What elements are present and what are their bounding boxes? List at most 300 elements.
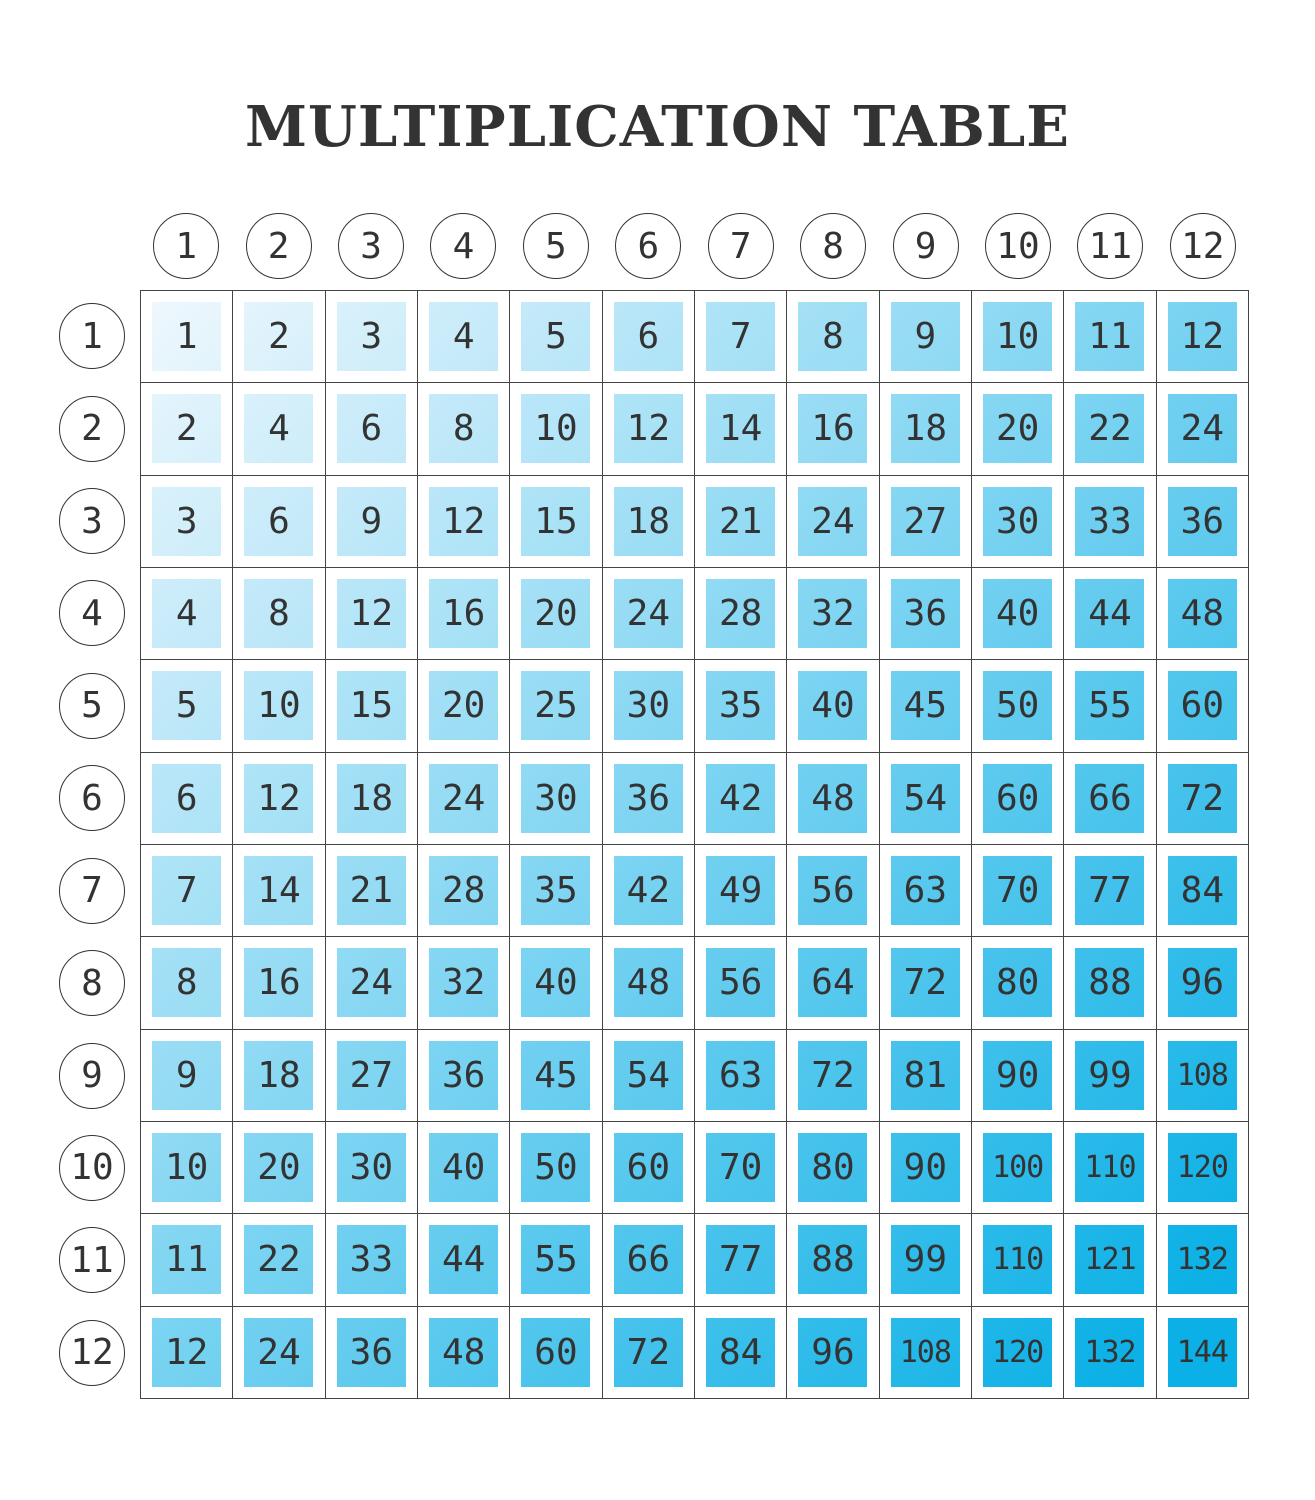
table-cell xyxy=(603,937,695,1029)
table-cell xyxy=(1157,1214,1249,1306)
row-header-1: 1 xyxy=(59,303,125,369)
cell-value: 33 xyxy=(1075,487,1144,556)
multiplication-grid xyxy=(140,290,1249,1399)
cell-value: 56 xyxy=(706,948,775,1017)
table-cell xyxy=(787,1307,879,1399)
cell-value: 15 xyxy=(521,487,590,556)
table-cell xyxy=(326,1030,418,1122)
cell-value: 9 xyxy=(152,1041,221,1110)
cell-value: 50 xyxy=(521,1133,590,1202)
cell-value: 54 xyxy=(614,1041,683,1110)
cell-value: 4 xyxy=(244,394,313,463)
cell-value: 24 xyxy=(798,487,867,556)
cell-value: 27 xyxy=(891,487,960,556)
table-cell xyxy=(233,753,325,845)
cell-value: 6 xyxy=(337,394,406,463)
table-cell xyxy=(141,1307,233,1399)
cell-value: 22 xyxy=(1075,394,1144,463)
column-header-5: 5 xyxy=(523,213,589,279)
table-cell xyxy=(880,1307,972,1399)
cell-value: 30 xyxy=(614,671,683,740)
table-cell xyxy=(141,660,233,752)
cell-value: 66 xyxy=(1075,764,1144,833)
cell-value: 4 xyxy=(429,302,498,371)
table-cell xyxy=(510,291,602,383)
table-cell xyxy=(787,476,879,568)
cell-value: 40 xyxy=(521,948,590,1017)
table-cell xyxy=(1064,1214,1156,1306)
column-header-12: 12 xyxy=(1170,213,1236,279)
cell-value: 60 xyxy=(521,1318,590,1387)
cell-value: 5 xyxy=(521,302,590,371)
cell-value: 4 xyxy=(152,579,221,648)
cell-value: 63 xyxy=(706,1041,775,1110)
cell-value: 3 xyxy=(152,487,221,556)
cell-value: 16 xyxy=(798,394,867,463)
table-cell xyxy=(603,1307,695,1399)
table-cell xyxy=(1064,660,1156,752)
cell-value: 10 xyxy=(244,671,313,740)
table-cell xyxy=(972,937,1064,1029)
table-cell xyxy=(418,845,510,937)
column-header-8: 8 xyxy=(800,213,866,279)
table-cell xyxy=(141,1214,233,1306)
cell-value: 72 xyxy=(614,1318,683,1387)
cell-value: 56 xyxy=(798,856,867,925)
table-cell xyxy=(1064,1122,1156,1214)
table-cell xyxy=(326,753,418,845)
table-cell xyxy=(326,845,418,937)
cell-value: 3 xyxy=(337,302,406,371)
table-cell xyxy=(603,845,695,937)
cell-value: 36 xyxy=(614,764,683,833)
table-cell xyxy=(510,753,602,845)
cell-value: 25 xyxy=(521,671,590,740)
table-cell xyxy=(787,845,879,937)
row-header-4: 4 xyxy=(59,580,125,646)
cell-value: 132 xyxy=(1075,1318,1144,1387)
table-cell xyxy=(695,1214,787,1306)
table-cell xyxy=(603,660,695,752)
table-cell xyxy=(787,1122,879,1214)
row-header-2: 2 xyxy=(59,396,125,462)
cell-value: 2 xyxy=(244,302,313,371)
table-cell xyxy=(972,476,1064,568)
table-cell xyxy=(1157,937,1249,1029)
cell-value: 9 xyxy=(891,302,960,371)
table-cell xyxy=(1157,1307,1249,1399)
cell-value: 16 xyxy=(244,948,313,1017)
row-header-9: 9 xyxy=(59,1043,125,1109)
table-cell xyxy=(233,1307,325,1399)
cell-value: 6 xyxy=(614,302,683,371)
row-header-12: 12 xyxy=(59,1320,125,1386)
table-cell xyxy=(418,1307,510,1399)
table-cell xyxy=(787,937,879,1029)
cell-value: 14 xyxy=(706,394,775,463)
table-cell xyxy=(1064,383,1156,475)
table-cell xyxy=(418,1122,510,1214)
cell-value: 96 xyxy=(1168,948,1237,1017)
cell-value: 12 xyxy=(429,487,498,556)
table-cell xyxy=(1064,845,1156,937)
table-cell xyxy=(880,383,972,475)
table-cell xyxy=(510,1214,602,1306)
table-cell xyxy=(603,1122,695,1214)
table-cell xyxy=(880,568,972,660)
table-cell xyxy=(695,1122,787,1214)
table-cell xyxy=(326,568,418,660)
table-cell xyxy=(603,476,695,568)
cell-value: 11 xyxy=(1075,302,1144,371)
cell-value: 16 xyxy=(429,579,498,648)
table-cell xyxy=(418,1214,510,1306)
cell-value: 99 xyxy=(891,1225,960,1294)
cell-value: 72 xyxy=(798,1041,867,1110)
table-cell xyxy=(1157,845,1249,937)
cell-value: 88 xyxy=(1075,948,1144,1017)
table-cell xyxy=(141,1122,233,1214)
table-cell xyxy=(418,753,510,845)
column-header-9: 9 xyxy=(893,213,959,279)
row-header-8: 8 xyxy=(59,950,125,1016)
cell-value: 36 xyxy=(891,579,960,648)
cell-value: 8 xyxy=(429,394,498,463)
cell-value: 28 xyxy=(706,579,775,648)
table-cell xyxy=(418,383,510,475)
cell-value: 64 xyxy=(798,948,867,1017)
table-cell xyxy=(233,383,325,475)
cell-value: 60 xyxy=(1168,671,1237,740)
column-headers xyxy=(140,210,1249,282)
cell-value: 18 xyxy=(891,394,960,463)
cell-value: 10 xyxy=(983,302,1052,371)
table-cell xyxy=(141,1030,233,1122)
cell-value: 2 xyxy=(152,394,221,463)
cell-value: 10 xyxy=(152,1133,221,1202)
table-cell xyxy=(787,753,879,845)
table-cell xyxy=(1157,753,1249,845)
row-header-3: 3 xyxy=(59,488,125,554)
cell-value: 12 xyxy=(337,579,406,648)
table-cell xyxy=(603,383,695,475)
cell-value: 20 xyxy=(521,579,590,648)
cell-value: 6 xyxy=(244,487,313,556)
table-cell xyxy=(141,291,233,383)
cell-value: 42 xyxy=(706,764,775,833)
table-cell xyxy=(141,568,233,660)
cell-value: 44 xyxy=(1075,579,1144,648)
cell-value: 10 xyxy=(521,394,590,463)
cell-value: 12 xyxy=(1168,302,1237,371)
cell-value: 70 xyxy=(706,1133,775,1202)
cell-value: 12 xyxy=(614,394,683,463)
table-cell xyxy=(510,1122,602,1214)
cell-value: 35 xyxy=(521,856,590,925)
table-cell xyxy=(972,753,1064,845)
table-cell xyxy=(695,1030,787,1122)
table-cell xyxy=(326,1214,418,1306)
cell-value: 8 xyxy=(244,579,313,648)
cell-value: 80 xyxy=(798,1133,867,1202)
cell-value: 108 xyxy=(1168,1041,1237,1110)
table-cell xyxy=(880,1214,972,1306)
table-cell xyxy=(972,1030,1064,1122)
table-cell xyxy=(326,383,418,475)
table-cell xyxy=(603,1214,695,1306)
table-cell xyxy=(972,568,1064,660)
table-cell xyxy=(972,845,1064,937)
table-cell xyxy=(695,845,787,937)
cell-value: 77 xyxy=(1075,856,1144,925)
table-cell xyxy=(326,1122,418,1214)
table-cell xyxy=(972,660,1064,752)
table-cell xyxy=(787,568,879,660)
table-cell xyxy=(141,753,233,845)
table-cell xyxy=(510,1030,602,1122)
table-cell xyxy=(233,1122,325,1214)
cell-value: 120 xyxy=(1168,1133,1237,1202)
cell-value: 20 xyxy=(244,1133,313,1202)
table-cell xyxy=(1064,568,1156,660)
table-cell xyxy=(880,845,972,937)
cell-value: 99 xyxy=(1075,1041,1144,1110)
cell-value: 60 xyxy=(983,764,1052,833)
cell-value: 80 xyxy=(983,948,1052,1017)
cell-value: 50 xyxy=(983,671,1052,740)
cell-value: 20 xyxy=(983,394,1052,463)
table-cell xyxy=(141,476,233,568)
table-cell xyxy=(233,1030,325,1122)
table-cell xyxy=(418,937,510,1029)
table-cell xyxy=(880,753,972,845)
cell-value: 12 xyxy=(244,764,313,833)
table-cell xyxy=(418,476,510,568)
row-header-6: 6 xyxy=(59,765,125,831)
cell-value: 28 xyxy=(429,856,498,925)
table-cell xyxy=(326,291,418,383)
table-cell xyxy=(695,383,787,475)
table-cell xyxy=(1064,476,1156,568)
table-cell xyxy=(695,660,787,752)
cell-value: 48 xyxy=(614,948,683,1017)
table-cell xyxy=(695,476,787,568)
table-cell xyxy=(233,291,325,383)
cell-value: 22 xyxy=(244,1225,313,1294)
table-cell xyxy=(510,383,602,475)
cell-value: 121 xyxy=(1075,1225,1144,1294)
cell-value: 36 xyxy=(337,1318,406,1387)
column-header-6: 6 xyxy=(615,213,681,279)
cell-value: 21 xyxy=(706,487,775,556)
table-cell xyxy=(603,291,695,383)
cell-value: 63 xyxy=(891,856,960,925)
cell-value: 32 xyxy=(429,948,498,1017)
cell-value: 120 xyxy=(983,1318,1052,1387)
table-cell xyxy=(326,1307,418,1399)
table-cell xyxy=(787,291,879,383)
table-cell xyxy=(510,660,602,752)
table-cell xyxy=(972,291,1064,383)
cell-value: 24 xyxy=(244,1318,313,1387)
table-cell xyxy=(1064,1030,1156,1122)
column-header-1: 1 xyxy=(153,213,219,279)
table-cell xyxy=(603,568,695,660)
table-cell xyxy=(1157,291,1249,383)
cell-value: 30 xyxy=(337,1133,406,1202)
row-header-5: 5 xyxy=(59,673,125,739)
cell-value: 66 xyxy=(614,1225,683,1294)
table-cell xyxy=(418,660,510,752)
cell-value: 35 xyxy=(706,671,775,740)
cell-value: 40 xyxy=(798,671,867,740)
cell-value: 15 xyxy=(337,671,406,740)
column-header-4: 4 xyxy=(430,213,496,279)
cell-value: 24 xyxy=(337,948,406,1017)
table-cell xyxy=(233,845,325,937)
cell-value: 8 xyxy=(798,302,867,371)
cell-value: 55 xyxy=(1075,671,1144,740)
cell-value: 24 xyxy=(429,764,498,833)
table-cell xyxy=(1157,383,1249,475)
cell-value: 33 xyxy=(337,1225,406,1294)
table-cell xyxy=(787,660,879,752)
cell-value: 84 xyxy=(706,1318,775,1387)
table-cell xyxy=(787,1214,879,1306)
cell-value: 11 xyxy=(152,1225,221,1294)
cell-value: 60 xyxy=(614,1133,683,1202)
cell-value: 72 xyxy=(1168,764,1237,833)
cell-value: 8 xyxy=(152,948,221,1017)
table-cell xyxy=(1157,1122,1249,1214)
table-cell xyxy=(880,660,972,752)
table-cell xyxy=(972,1214,1064,1306)
cell-value: 44 xyxy=(429,1225,498,1294)
row-header-7: 7 xyxy=(59,858,125,924)
table-cell xyxy=(603,753,695,845)
table-cell xyxy=(1157,476,1249,568)
cell-value: 55 xyxy=(521,1225,590,1294)
cell-value: 45 xyxy=(891,671,960,740)
table-cell xyxy=(510,1307,602,1399)
cell-value: 108 xyxy=(891,1318,960,1387)
cell-value: 9 xyxy=(337,487,406,556)
cell-value: 48 xyxy=(798,764,867,833)
cell-value: 72 xyxy=(891,948,960,1017)
table-cell xyxy=(880,937,972,1029)
cell-value: 24 xyxy=(1168,394,1237,463)
table-cell xyxy=(510,845,602,937)
cell-value: 5 xyxy=(152,671,221,740)
cell-value: 132 xyxy=(1168,1225,1237,1294)
cell-value: 77 xyxy=(706,1225,775,1294)
cell-value: 24 xyxy=(614,579,683,648)
cell-value: 48 xyxy=(429,1318,498,1387)
table-cell xyxy=(510,476,602,568)
table-cell xyxy=(880,1122,972,1214)
table-cell xyxy=(418,1030,510,1122)
table-cell xyxy=(510,937,602,1029)
table-cell xyxy=(141,383,233,475)
table-cell xyxy=(418,568,510,660)
column-header-3: 3 xyxy=(338,213,404,279)
table-cell xyxy=(233,1214,325,1306)
cell-value: 100 xyxy=(983,1133,1052,1202)
table-cell xyxy=(695,1307,787,1399)
table-cell xyxy=(326,937,418,1029)
cell-value: 30 xyxy=(983,487,1052,556)
table-cell xyxy=(880,1030,972,1122)
table-cell xyxy=(233,476,325,568)
cell-value: 40 xyxy=(429,1133,498,1202)
table-cell xyxy=(1157,660,1249,752)
cell-value: 21 xyxy=(337,856,406,925)
column-header-11: 11 xyxy=(1077,213,1143,279)
table-cell xyxy=(141,937,233,1029)
cell-value: 81 xyxy=(891,1041,960,1110)
table-cell xyxy=(1064,291,1156,383)
table-cell xyxy=(233,660,325,752)
page-title: MULTIPLICATION TABLE xyxy=(245,94,1070,160)
cell-value: 36 xyxy=(1168,487,1237,556)
table-cell xyxy=(1064,937,1156,1029)
cell-value: 7 xyxy=(152,856,221,925)
cell-value: 14 xyxy=(244,856,313,925)
cell-value: 90 xyxy=(983,1041,1052,1110)
cell-value: 30 xyxy=(521,764,590,833)
cell-value: 42 xyxy=(614,856,683,925)
table-cell xyxy=(787,383,879,475)
table-cell xyxy=(233,937,325,1029)
cell-value: 18 xyxy=(614,487,683,556)
table-cell xyxy=(695,753,787,845)
cell-value: 48 xyxy=(1168,579,1237,648)
table-cell xyxy=(880,291,972,383)
table-cell xyxy=(880,476,972,568)
cell-value: 32 xyxy=(798,579,867,648)
cell-value: 84 xyxy=(1168,856,1237,925)
column-header-2: 2 xyxy=(246,213,312,279)
table-cell xyxy=(233,568,325,660)
table-cell xyxy=(787,1030,879,1122)
table-cell xyxy=(695,568,787,660)
cell-value: 7 xyxy=(706,302,775,371)
cell-value: 54 xyxy=(891,764,960,833)
row-header-10: 10 xyxy=(59,1135,125,1201)
column-header-10: 10 xyxy=(985,213,1051,279)
cell-value: 20 xyxy=(429,671,498,740)
table-cell xyxy=(972,1307,1064,1399)
cell-value: 12 xyxy=(152,1318,221,1387)
cell-value: 88 xyxy=(798,1225,867,1294)
row-header-11: 11 xyxy=(59,1227,125,1293)
table-cell xyxy=(1064,1307,1156,1399)
cell-value: 6 xyxy=(152,764,221,833)
cell-value: 110 xyxy=(1075,1133,1144,1202)
cell-value: 90 xyxy=(891,1133,960,1202)
cell-value: 96 xyxy=(798,1318,867,1387)
table-cell xyxy=(695,291,787,383)
cell-value: 1 xyxy=(152,302,221,371)
table-cell xyxy=(510,568,602,660)
cell-value: 110 xyxy=(983,1225,1052,1294)
table-cell xyxy=(326,660,418,752)
cell-value: 70 xyxy=(983,856,1052,925)
column-header-7: 7 xyxy=(708,213,774,279)
cell-value: 40 xyxy=(983,579,1052,648)
table-cell xyxy=(972,383,1064,475)
cell-value: 36 xyxy=(429,1041,498,1110)
